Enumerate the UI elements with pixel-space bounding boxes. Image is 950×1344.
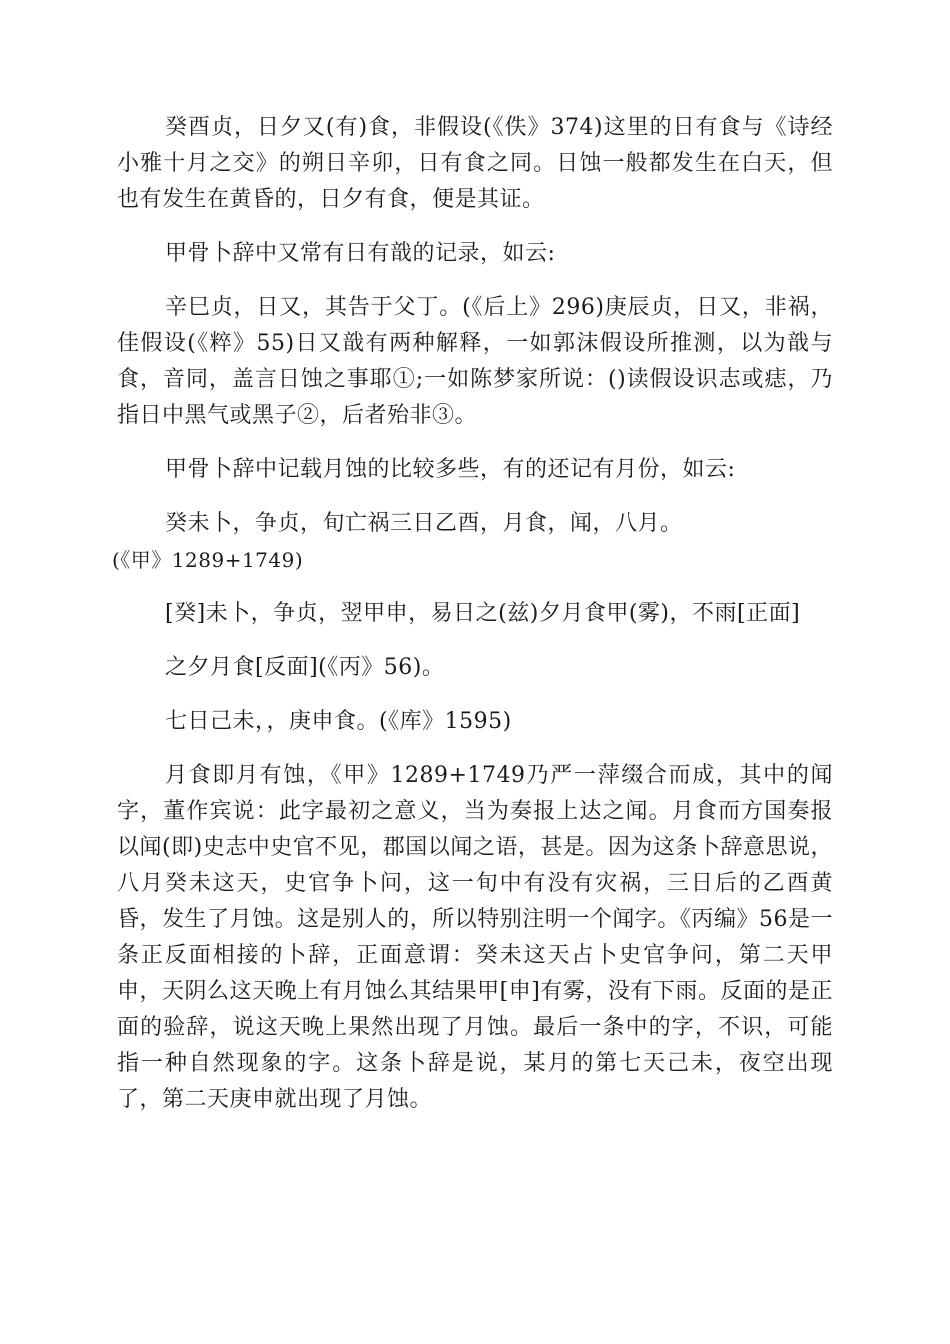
paragraph: 癸未卜，争贞，旬亡祸三日乙酉，月食，闻，八月。 — [165, 511, 683, 536]
paragraph: 之夕月食[反面](《丙》56)。 — [165, 655, 445, 680]
paragraph: 甲骨卜辞中记载月蚀的比较多些，有的还记有月份，如云: — [165, 457, 736, 482]
paragraph: 七日己未，，庚申食。(《库》1595) — [165, 709, 512, 734]
paragraph: 癸酉贞，日夕又(有)食，非假设(《佚》374)这里的日有食与《诗经小雅十月之交》的朔日辛卯，日有食之同。日蚀一般都发生在白天，但也有发生在黄昏的，日夕有食，便是其证。 — [117, 115, 833, 212]
document-body — [112, 110, 833, 1136]
citation-line: (《甲》1289+1749) — [112, 548, 304, 572]
paragraph: 甲骨卜辞中又常有日有戠的记录，如云: — [165, 241, 556, 266]
paragraph: [癸]未卜，争贞，翌甲申，易日之(兹)夕月食甲(雾)，不雨[正面] — [165, 601, 801, 626]
paragraph: 辛巳贞，日又，其告于父丁。(《后上》296)庚辰贞，日又，非祸，佳假设(《粹》55)日又戠有两种解释，一如郭沫假设所推测，以为戠与食，音同，盖言日蚀之事耶①;一如陈梦家所说：()读假设识志或痣，乃指日中黑气或黑子②，后者殆非③。 — [117, 295, 833, 428]
paragraph: 月食即月有蚀，《甲》1289+1749乃严一萍缀合而成，其中的闻字，董作宾说：此字最初之意义，当为奏报上达之闻。月食而方国奏报以闻(即)史志中史官不见，郡国以闻之语，甚是。因为这条卜辞意思说，八月癸未这天，史官争卜问，这一旬中有没有灾祸，三日后的乙酉黄昏，发生了月蚀。这是别人的，所以特别注明一个闻字。《丙编》56是一条正反面相接的卜辞，正面意谓：癸未这天占卜史官争问，第二天甲申，天阴么这天晚上有月蚀么其结果甲[申]有雾，没有下雨。反面的是正面的验辞，说这天晚上果然出现了月蚀。最后一条中的字，不识，可能指一种自然现象的字。这条卜辞是说，某月的第七天己未，夜空出现了，第二天庚申就出现了月蚀。 — [117, 763, 833, 1112]
